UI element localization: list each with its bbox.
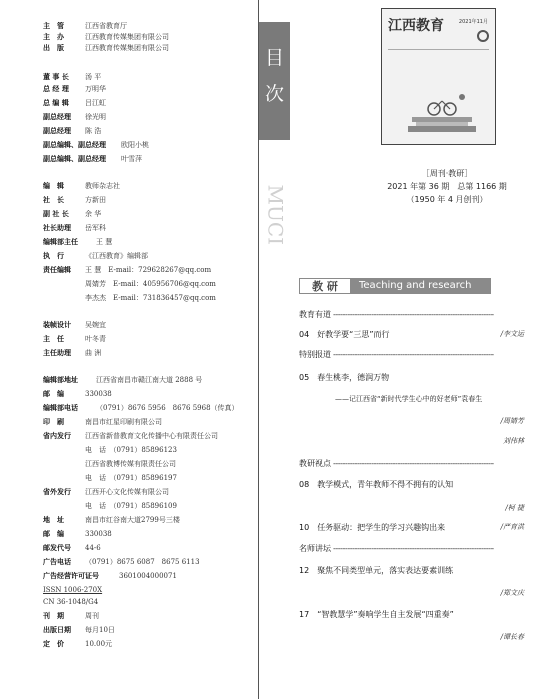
toc-author: /李文运 (500, 330, 524, 338)
masthead-row: 装帧设计 吴婉宜 (43, 321, 106, 329)
masthead-row: 刊 期 周刊 (43, 612, 99, 620)
masthead-row: 邮发代号 44-6 (43, 544, 101, 552)
masthead-row: 邮 编 330038 (43, 530, 112, 538)
muci-vertical-text: MUCI (263, 184, 288, 246)
masthead-row: 副 社 长 余 华 (43, 210, 102, 218)
toc-author: /周婧芳 (500, 417, 524, 425)
cover-founded-line: （1950 年 4 月创刊） (406, 195, 488, 204)
toc-item[interactable]: 17 “智教慧学”奏响学生自主发展“四重奏” (299, 610, 454, 619)
toc-item[interactable]: 05 春生桃李，德润万物 (299, 373, 390, 382)
toc-author: /谭长春 (500, 633, 524, 641)
magazine-cover (381, 8, 496, 145)
cover-rule (388, 49, 489, 50)
masthead-row: 主任助理 曲 洲 (43, 349, 102, 357)
masthead-row: 副总经理 陈 浩 (43, 127, 102, 135)
toc-author: /柯 捷 (505, 504, 524, 512)
masthead-row: 江西省教博传媒有限责任公司 (85, 460, 176, 468)
toc-item[interactable]: 04 好教学要“三思”而行 (299, 330, 390, 339)
masthead-row: 总 编 辑 吕江虹 (43, 99, 106, 107)
masthead-row: 责任编辑 王 慧 E-mail：729628267@qq.com (43, 266, 212, 274)
toc-author: 刘伟林 (503, 437, 524, 445)
masthead-row: 编 辑 教师杂志社 (43, 182, 120, 190)
masthead-row: 社 长 方新田 (43, 196, 106, 204)
masthead-row: 副总编辑、副总经理 欧阳小桃 (43, 141, 149, 149)
masthead-row: 电 话 （0791）85896109 (85, 502, 177, 510)
masthead-row: 执 行 《江西教育》编辑部 (43, 252, 148, 260)
category-heading: 特别报道 ----- (299, 349, 494, 360)
toc-title-bar (259, 22, 290, 140)
masthead-row: 邮 编 330038 (43, 390, 112, 398)
masthead-row: 周婧芳 E-mail：405956706@qq.com (85, 280, 216, 288)
toc-item[interactable]: 12 聚焦不同类型单元，落实表达要素训练 (299, 566, 454, 575)
masthead-row: 总 经 理 万明华 (43, 85, 106, 93)
masthead-row: 副总经理 徐光明 (43, 113, 106, 121)
masthead-row: 编辑部电话 （0791）8676 5956 8676 5968（传真） (43, 404, 239, 412)
masthead-row: 出版日期 每月10日 (43, 626, 115, 634)
cover-title: 江西教育 (388, 18, 444, 34)
toc-item[interactable]: 10 任务驱动：把学生的学习兴趣钩出来 (299, 523, 446, 532)
masthead-row: 电 话 （0791）85896123 (85, 446, 177, 454)
category-heading: 名师讲坛 ----- (299, 543, 494, 554)
masthead-row: 主 管 江西省教育厅 (43, 22, 127, 30)
masthead-row: 地 址 南昌市红谷南大道2799号三楼 (43, 516, 180, 524)
masthead-row: 省内发行 江西省新普教育文化传播中心有限责任公司 (43, 432, 218, 440)
toc-title-char: 目 (264, 47, 284, 69)
toc-subtitle: ——记江西省“新时代学生心中的好老师”袁春生 (335, 395, 483, 403)
cover-illustration (402, 87, 482, 137)
masthead-row: 省外发行 江西开心文化传媒有限公司 (43, 488, 169, 496)
masthead-row: CN 36-1048/G4 (43, 598, 99, 606)
masthead-row: 编辑部主任 王 慧 (43, 238, 113, 246)
toc-author: /严育洪 (500, 523, 524, 531)
masthead (0, 0, 258, 699)
toc-title-char: 次 (264, 83, 284, 105)
section-title-zh: 教 研 (299, 278, 351, 294)
cover-logo-icon (477, 30, 489, 42)
toc-item[interactable]: 08 教学模式，青年教师不得不拥有的认知 (299, 480, 454, 489)
toc-author: /郑文庆 (500, 589, 524, 597)
section-header (299, 278, 491, 294)
masthead-row: 主 任 叶冬青 (43, 335, 106, 343)
masthead-row: ISSN 1006-270X (43, 586, 103, 594)
masthead-row: 出 版 江西教育传媒集团有限公司 (43, 44, 169, 52)
cover-issue-line: 2021 年第 36 期 总第 1166 期 (387, 182, 507, 191)
masthead-row: 主 办 江西教育传媒集团有限公司 (43, 33, 169, 41)
section-title-en: Teaching and research (359, 280, 472, 291)
masthead-row: 编辑部地址 江西省南昌市赣江南大道 2888 号 (43, 376, 203, 384)
masthead-row: 副总编辑、副总经理 叶雪萍 (43, 155, 142, 163)
category-heading: 教研视点 ----- (299, 458, 494, 469)
masthead-row: 印 刷 南昌市红星印刷有限公司 (43, 418, 162, 426)
masthead-row: 董 事 长 汤 平 (43, 73, 102, 81)
cover-type-line: ［周刊·教研］ (421, 169, 473, 178)
masthead-row: 电 话 （0791）85896197 (85, 474, 177, 482)
masthead-row: 广告经营许可证号 3601004000071 (43, 572, 177, 580)
masthead-row: 广告电话 （0791）8675 6087 8675 6113 (43, 558, 200, 566)
masthead-row: 定 价 10.00元 (43, 640, 113, 648)
masthead-row: 李杰杰 E-mail：731836457@qq.com (85, 294, 216, 302)
masthead-row: 社长助理 岳军科 (43, 224, 106, 232)
category-heading: 教育有道 ----- (299, 309, 494, 320)
cover-issue-small: 2021年11月 (458, 19, 488, 25)
